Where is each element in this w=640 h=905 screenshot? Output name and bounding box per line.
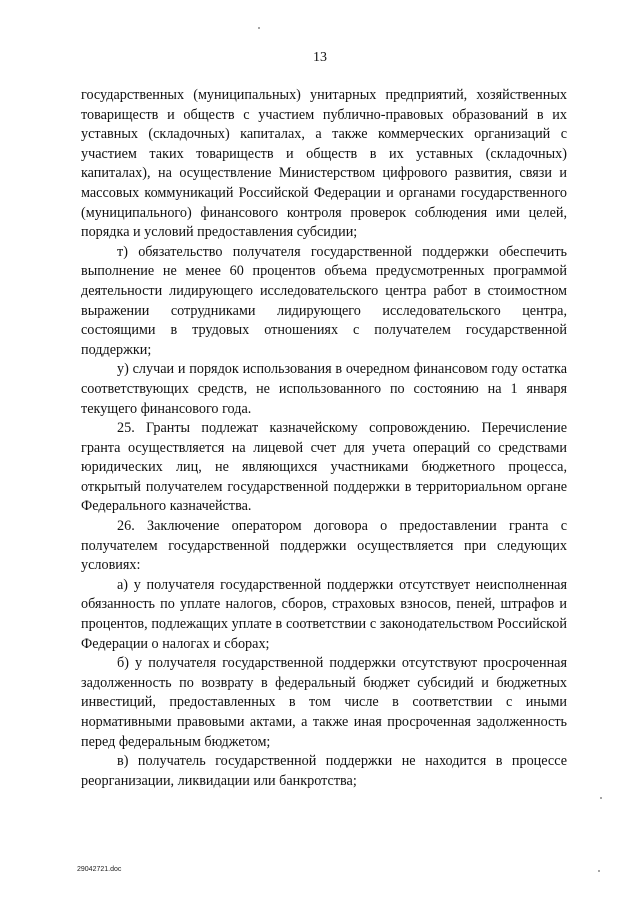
scan-speck [598,870,600,872]
file-name-footer: 29042721.doc [77,866,122,873]
paragraph-item-t: т) обязательство получателя государственной поддержки обеспечить выполнение не менее 60 процентов объема предусмотренных программой деятельности лидирующего исследовательского центра работ в стоимостном выражении сотрудниками лидирующего исследовательского центра, состоящими в трудовых отношениях с получателем государственной поддержки; [81,243,567,358]
document-body [81,86,567,791]
paragraph-item-b: б) у получателя государственной поддержки отсутствуют просроченная задолженность по возврату в федеральный бюджет субсидий и бюджетных инвестиций, предоставленных в том числе в соответствии с иными нормативными правовыми актами, а также иная просроченная задолженность перед федеральным бюджетом; [81,655,567,750]
page-number: 13 [313,50,327,65]
paragraph-clause-26: 26. Заключение оператором договора о предоставлении гранта с получателем государственной поддержки осуществляется при следующих условиях: [81,518,567,574]
scan-speck [600,797,602,799]
scan-speck [258,27,260,29]
paragraph-clause-25: 25. Гранты подлежат казначейскому сопровождению. Перечисление гранта осуществляется на лицевой счет для учета операций со средствами юридических лиц, не являющихся участниками бюджетного процесса, открытый получателем государственной поддержки в территориальном органе Федерального казначейства. [81,420,567,515]
paragraph-item-u: у) случаи и порядок использования в очередном финансовом году остатка соответствующих средств, не использованного по состоянию на 1 января текущего финансового года. [81,361,567,417]
paragraph-continuation: государственных (муниципальных) унитарных предприятий, хозяйственных товариществ и обществ с участием публично-правовых образований в их уставных (складочных) капиталах, а также коммерческих организаций с участием таких товариществ и обществ в их уставных (складочных) капиталах), на осуществление Министерством цифрового развития, связи и массовых коммуникаций Российской Федерации и органами государственного (муниципального) финансового контроля проверок соблюдения ими целей, порядка и условий предоставления субсидии; [81,87,567,241]
paragraph-item-v: в) получатель государственной поддержки не находится в процессе реорганизации, ликвидации или банкротства; [81,753,567,789]
paragraph-item-a: а) у получателя государственной поддержки отсутствует неисполненная обязанность по уплате налогов, сборов, страховых взносов, пеней, штрафов и процентов, подлежащих уплате в соответствии с законодательством Российской Федерации о налогах и сборах; [81,576,567,652]
